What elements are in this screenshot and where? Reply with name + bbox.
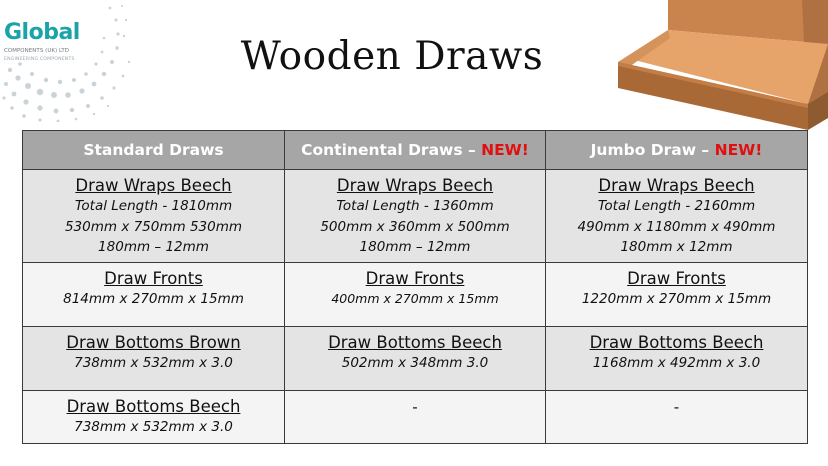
logo-subtitle: COMPONENTS (UK) LTD [4, 48, 70, 54]
table-cell [23, 170, 285, 263]
product-name: Draw Bottoms Beech [589, 333, 764, 352]
table-row [23, 170, 808, 263]
product-spec: 400mm x 270mm x 15mm [331, 291, 499, 306]
table-cell [23, 327, 285, 391]
product-spec: 180mm – 12mm [359, 239, 471, 255]
product-name: Draw Bottoms Beech [66, 397, 241, 416]
table-cell [285, 391, 546, 444]
empty-cell-dash: - [412, 398, 418, 416]
header-label: Continental Draws – [301, 141, 482, 159]
company-logo [0, 0, 135, 122]
product-name: Draw Bottoms Beech [328, 333, 502, 352]
table-cell [546, 263, 808, 327]
product-name: Draw Wraps Beech [336, 176, 494, 195]
table-cell [285, 263, 546, 327]
table-cell [23, 263, 285, 327]
product-name: Draw Fronts [627, 269, 726, 288]
table-cell [23, 391, 285, 444]
product-spec: 180mm – 12mm [98, 239, 209, 255]
table-cell [285, 327, 546, 391]
page-title: Wooden Draws [240, 34, 544, 79]
product-spec: 1220mm x 270mm x 15mm [581, 291, 772, 307]
product-spec: 500mm x 360mm x 500mm [320, 218, 510, 235]
product-spec: 738mm x 532mm x 3.0 [74, 419, 233, 435]
product-spec: 1168mm x 492mm x 3.0 [592, 355, 761, 371]
product-name: Draw Bottoms Brown [66, 333, 241, 352]
header-standard-draws [23, 131, 285, 170]
product-spec: Total Length - 1360mm [336, 198, 494, 214]
product-spec: Total Length - 1810mm [74, 198, 233, 214]
table-cell [546, 391, 808, 444]
product-name: Draw Fronts [365, 269, 465, 288]
table-row [23, 327, 808, 391]
table-header-row [23, 131, 808, 170]
product-spec: 530mm x 750mm 530mm [64, 218, 243, 235]
table-cell [546, 327, 808, 391]
product-spec: 738mm x 532mm x 3.0 [74, 355, 233, 371]
logo-name: Global [4, 20, 80, 45]
header-jumbo-draw [546, 131, 808, 170]
header-label: Jumbo Draw – [590, 141, 715, 159]
product-spec: Total Length - 2160mm [597, 198, 756, 214]
product-name: Draw Wraps Beech [598, 176, 755, 195]
product-name: Draw Wraps Beech [75, 176, 232, 195]
product-name: Draw Fronts [104, 269, 203, 288]
product-table [22, 130, 808, 444]
table-row [23, 263, 808, 327]
product-spec: 180mm x 12mm [620, 239, 733, 255]
product-spec: 814mm x 270mm x 15mm [63, 291, 244, 307]
table-cell [285, 170, 546, 263]
product-spec: 502mm x 348mm 3.0 [341, 355, 489, 371]
new-badge: NEW! [481, 141, 529, 159]
wooden-drawer-icon [612, 0, 828, 132]
header-label: Standard Draws [83, 141, 224, 159]
table-cell [546, 170, 808, 263]
empty-cell-dash: - [673, 398, 680, 416]
new-badge: NEW! [714, 141, 763, 159]
drawer-photo [612, 0, 828, 132]
header-continental-draws [285, 131, 546, 170]
table-row [23, 391, 808, 444]
logo-tagline: ENGINEERING COMPONENTS [4, 57, 75, 62]
product-spec: 490mm x 1180mm x 490mm [577, 218, 776, 235]
